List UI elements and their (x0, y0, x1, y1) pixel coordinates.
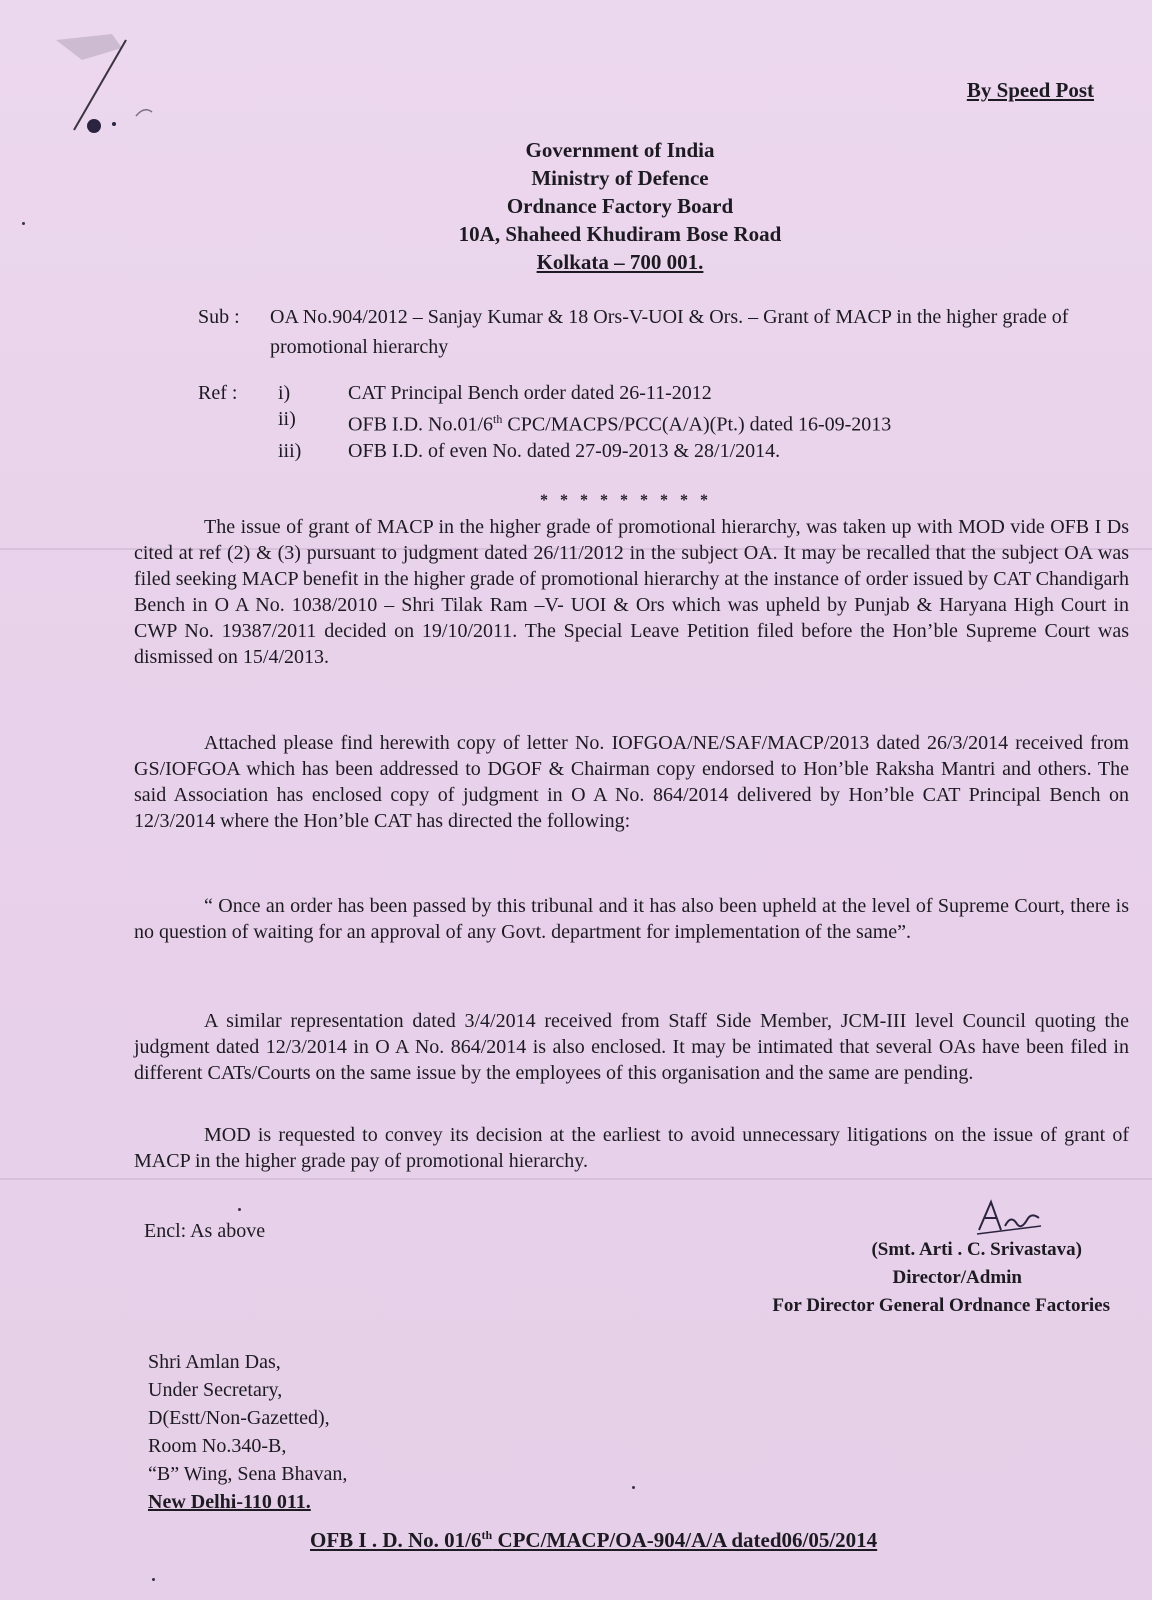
subject-text: OA No.904/2012 – Sanjay Kumar & 18 Ors-V-UOI & Ors. – Grant of MACP in the higher grade of promotional hierarchy (270, 306, 1069, 358)
address-line: D(Estt/Non-Gazetted), (148, 1407, 330, 1429)
reference-item (198, 406, 1098, 438)
address-line: Room No.340-B, (148, 1435, 287, 1457)
signatory-office: For Director General Ordnance Factories (772, 1295, 1110, 1316)
reference-item (198, 438, 1098, 464)
paragraph-3: A similar representation dated 3/4/2014 received from Staff Side Member, JCM-III level Council quoting the judgment dated 12/3/2014 in O A No. 864/2014 is also enclosed. It may be intimated that several OAs have been filed in different CATs/Courts on the same issue by the employees of this organisation and the same are pending. (134, 1010, 1129, 1084)
reference-number: iii) (278, 439, 302, 462)
scan-speck (152, 1578, 155, 1581)
scan-speck (22, 222, 25, 225)
enclosure-note: Encl: As above (144, 1220, 266, 1242)
letterhead-address: 10A, Shaheed Khudiram Bose Road (458, 222, 782, 246)
reference-label: Ref : (198, 382, 238, 404)
letterhead (330, 136, 910, 276)
address-city: New Delhi-110 011. (148, 1491, 311, 1513)
reference-text: OFB I.D. No.01/6th CPC/MACPS/PCC(A/A)(Pt.) dated 16-09-2013 (348, 412, 892, 436)
letterhead-city: Kolkata – 700 001. (536, 250, 704, 274)
scan-speck (632, 1486, 635, 1489)
letterhead-government: Government of India (525, 138, 715, 162)
signatory-name: (Smt. Arti . C. Srivastava) (871, 1239, 1082, 1260)
scan-speck (238, 1208, 241, 1211)
subject-label: Sub : (198, 306, 240, 328)
reference-number: i) (278, 382, 291, 404)
letterhead-board: Ordnance Factory Board (506, 194, 734, 218)
paragraph-1: The issue of grant of MACP in the higher grade of promotional hierarchy, was taken up with MOD vide OFB I Ds cited at ref (2) & (3) pursuant to judgment dated 26/11/2012 in the subject OA. It may be recalled that the subject OA was filed seeking MACP benefit in the higher grade of promotional hierarchy at the instance of order issued by CAT Chandigarh Bench in O A No. 1038/2010 – Shri Tilak Ram –V- UOI & Ors which was upheld by Punjab & Haryana High Court in CWP No. 19387/2011 decided on 19/10/2011. The Special Leave Petition filed before the Hon’ble Supreme Court was dismissed on 15/4/2013. (134, 516, 1129, 668)
speed-post-label: By Speed Post (966, 78, 1094, 102)
reference-text: OFB I.D. of even No. dated 27-09-2013 & 28/1/2014. (348, 439, 781, 462)
address-line: “B” Wing, Sena Bhavan, (148, 1463, 348, 1485)
separator: * * * * * * * * * (540, 492, 712, 509)
signatory-designation: Director/Admin (892, 1267, 1022, 1288)
reference-item (198, 380, 1098, 406)
address-line: Under Secretary, (148, 1379, 283, 1401)
references-block (198, 380, 1098, 464)
reference-text: CAT Principal Bench order dated 26-11-2012 (348, 382, 712, 404)
corner-stamp-mark-icon (52, 30, 182, 140)
fold-line (0, 1178, 1152, 1180)
recipient-address (148, 1348, 347, 1516)
paragraph-4: MOD is requested to convey its decision at the earliest to avoid unnecessary litigations on the issue of grant of MACP in the higher grade pay of promotional hierarchy. (134, 1124, 1129, 1172)
reference-number: ii) (278, 408, 296, 430)
signature-block (772, 1236, 1110, 1320)
document-reference-footer: OFB I . D. No. 01/6th CPC/MACP/OA-904/A/A dated06/05/2014 (310, 1528, 878, 1552)
letterhead-ministry: Ministry of Defence (531, 166, 709, 190)
address-line: Shri Amlan Das, (148, 1351, 281, 1373)
paragraph-2: Attached please find herewith copy of letter No. IOFGOA/NE/SAF/MACP/2013 dated 26/3/2014 received from GS/IOFGOA which has been addressed to DGOF & Chairman copy endorsed to Hon’ble Raksha Mantri and others. The said Association has enclosed copy of judgment in O A No. 864/2014 delivered by Hon’ble CAT Principal Bench on 12/3/2014 where the Hon’ble CAT has directed the following: (134, 732, 1129, 832)
quoted-judgment: “ Once an order has been passed by this tribunal and it has also been upheld at the level of Supreme Court, there is no question of waiting for an approval of any Govt. department for implementation of the same”. (134, 895, 1129, 943)
subject-line (198, 302, 1128, 362)
